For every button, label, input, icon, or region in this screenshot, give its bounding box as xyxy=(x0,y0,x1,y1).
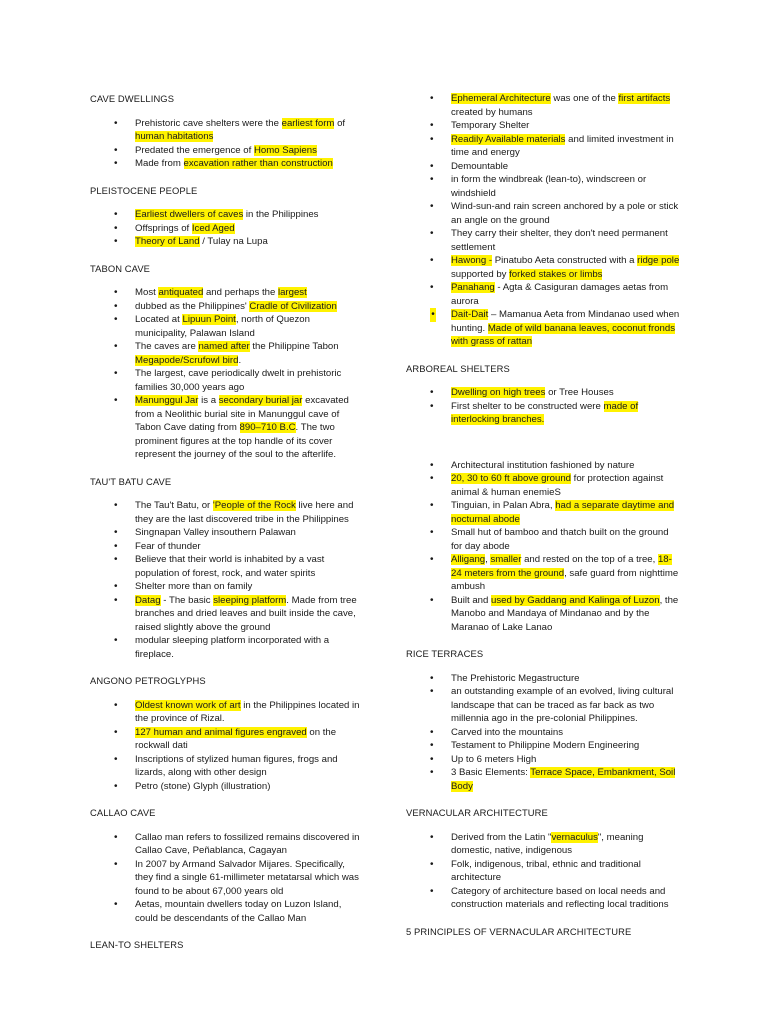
highlighted-text: Readily Available materials xyxy=(451,133,566,145)
tau-t-batu-cave-item xyxy=(90,580,362,594)
text-run: in the Philippines located in the province of Rizal. xyxy=(135,699,360,724)
arboreal-shelters-item xyxy=(406,594,680,635)
text-run: First shelter to be constructed were xyxy=(451,400,604,412)
text-run: Testament to Philippine Modern Engineering xyxy=(451,740,640,751)
section-heading: VERNACULAR ARCHITECTURE xyxy=(406,807,548,818)
highlighted-text: sleeping platform xyxy=(213,594,287,606)
highlighted-text: Dwelling on high trees xyxy=(451,387,546,398)
section-heading: PLEISTOCENE PEOPLE xyxy=(90,184,198,196)
text-run: Pinatubo Aeta constructed with a xyxy=(492,255,638,266)
highlighted-text: excavation rather than construction xyxy=(183,158,333,169)
arboreal-shelters-item xyxy=(406,459,680,473)
text-run: Callao man refers to fossilized remains discovered in Callao Cave, Peñablanca, Cagayan xyxy=(135,831,360,856)
highlighted-text: Cradle of Civilization xyxy=(249,300,337,312)
highlighted-text: Manunggul Jar xyxy=(135,395,199,406)
continued-section-item xyxy=(406,200,680,227)
highlighted-text: 20, 30 to 60 ft above ground xyxy=(451,473,572,484)
highlighted-text: had a separate daytime and nocturnal abode xyxy=(451,500,675,525)
text-run: Demountable xyxy=(451,160,509,172)
section-heading: ANGONO PETROGLYPHS xyxy=(90,675,206,686)
callao-cave-item xyxy=(90,898,362,925)
section-arboreal-shelters xyxy=(406,362,680,635)
highlighted-text: Ephemeral Architecture xyxy=(451,93,551,104)
text-run: Small hut of bamboo and thatch built on the ground for day abode xyxy=(451,527,669,552)
bullet-list xyxy=(406,92,680,349)
tau-t-batu-cave-item xyxy=(90,553,362,580)
continued-section-item xyxy=(406,173,680,200)
section-tau-t-batu-cave xyxy=(90,475,362,662)
text-run: Made from xyxy=(135,158,184,169)
highlighted-text: forked stakes or limbs xyxy=(509,268,603,280)
cave-dwellings-item xyxy=(90,117,362,144)
highlighted-text: Hawong - xyxy=(451,255,493,266)
highlighted-text: made of interlocking branches. xyxy=(451,400,639,425)
angono-petroglyphs-item xyxy=(90,753,362,780)
rice-terraces-item xyxy=(406,753,680,767)
arboreal-shelters-item xyxy=(406,499,680,526)
text-run: Believe that their world is inhabited by a vast population of forest, rock, and water spirits xyxy=(135,554,325,579)
text-run: 3 Basic Elements: xyxy=(451,767,531,778)
text-run: The Prehistoric Megastructure xyxy=(451,672,580,684)
text-run: Category of architecture based on local needs and construction materials and reflecting local traditions xyxy=(451,885,669,910)
section-heading: ARBOREAL SHELTERS xyxy=(406,362,510,374)
section-heading: CALLAO CAVE xyxy=(90,807,156,818)
text-run: - Agta & Casiguran damages aetas from aurora xyxy=(451,282,669,307)
continued-section-item xyxy=(406,227,680,254)
bullet-list xyxy=(406,386,680,427)
highlighted-text: Dait-Dait xyxy=(451,309,489,320)
highlighted-text: 'People of the Rock xyxy=(212,500,296,511)
pleistocene-people-item xyxy=(90,208,362,222)
highlighted-text: Earliest dwellers of caves xyxy=(135,209,244,220)
angono-petroglyphs-item xyxy=(90,699,362,726)
highlighted-text: Theory of Land xyxy=(135,236,200,247)
highlighted-text: Lipuun Point xyxy=(182,314,236,325)
vernacular-architecture-item xyxy=(406,885,680,912)
section-heading: 5 PRINCIPLES OF VERNACULAR ARCHITECTURE xyxy=(406,925,632,937)
text-run: created by humans xyxy=(451,106,533,118)
text-run: , north of Quezon municipality, Palawan Island xyxy=(135,314,310,339)
continued-section-item xyxy=(406,133,680,160)
text-run: Prehistoric cave shelters were the xyxy=(135,117,282,129)
section-callao-cave xyxy=(90,806,362,925)
highlighted-text: Homo Sapiens xyxy=(253,144,317,156)
highlighted-text: 127 human and animal figures engraved xyxy=(135,726,307,738)
text-run: in form the windbreak (lean-to), windscreen or windshield xyxy=(451,174,647,199)
text-run: Aetas, mountain dwellers today on Luzon Island, could be descendants of the Callao Man xyxy=(135,899,342,924)
highlighted-text: Megapode/Scrufowl bird xyxy=(135,354,239,366)
highlighted-text: first artifacts xyxy=(618,93,671,104)
section-cave-dwellings xyxy=(90,92,362,171)
tabon-cave-item xyxy=(90,394,362,462)
section-heading: TAU'T BATU CAVE xyxy=(90,475,172,487)
left-column xyxy=(90,92,362,963)
bullet-list xyxy=(90,499,362,661)
rice-terraces-item xyxy=(406,726,680,740)
section-heading: TABON CAVE xyxy=(90,262,151,274)
highlighted-text: 890–710 B.C xyxy=(239,422,296,433)
tabon-cave-item xyxy=(90,340,362,367)
text-run: . xyxy=(238,354,242,366)
section-rice-terraces xyxy=(406,647,680,793)
text-run: Tinguian, in Palan Abra, xyxy=(451,500,556,511)
highlighted-text: Terrace Space, Embankment, Soil Body xyxy=(451,767,676,792)
text-run: and rested on the top of a tree, xyxy=(521,554,658,565)
section-continued-section xyxy=(406,92,680,349)
section-lean-to-shelters xyxy=(90,938,362,952)
text-run: Architectural institution fashioned by nature xyxy=(451,459,635,471)
text-run: in the Philippines xyxy=(243,209,319,220)
tau-t-batu-cave-item xyxy=(90,526,362,540)
text-run: was one of the xyxy=(550,93,619,104)
rice-terraces-item xyxy=(406,672,680,686)
cave-dwellings-item xyxy=(90,144,362,158)
arboreal-shelters-item xyxy=(406,526,680,553)
text-run: . Made from tree branches and dried leaves and built inside the cave, raised slightly above the ground xyxy=(135,594,357,633)
arboreal-shelters-item xyxy=(406,472,680,499)
arboreal-shelters-item xyxy=(406,400,680,427)
text-run: Built and xyxy=(451,594,492,606)
tabon-cave-item xyxy=(90,286,362,300)
text-run: Singnapan Valley insouthern Palawan xyxy=(135,527,296,538)
highlighted-text: 18-24 meters from the ground xyxy=(451,554,672,579)
section-heading: LEAN-TO SHELTERS xyxy=(90,939,184,950)
continued-section-item xyxy=(406,308,680,349)
highlighted-text: used by Gaddang and Kalinga of Luzon xyxy=(491,594,660,606)
highlighted-text: antiquated xyxy=(158,287,204,298)
text-run: Up to 6 meters High xyxy=(451,753,537,765)
text-run: of xyxy=(334,117,346,129)
text-run: Temporary Shelter xyxy=(451,120,530,131)
highlighted-text: largest xyxy=(277,287,307,298)
bullet-list xyxy=(90,208,362,249)
tau-t-batu-cave-item xyxy=(90,499,362,526)
text-run: supported by xyxy=(451,268,510,280)
section-angono-petroglyphs xyxy=(90,674,362,793)
text-run: In 2007 by Armand Salvador Mijares. Specifically, they find a single 61-millimeter metatarsal which was found to be about 67,000 years old xyxy=(135,858,359,897)
right-column xyxy=(406,92,680,949)
tabon-cave-item xyxy=(90,300,362,314)
text-run: . The two prominent figures at the top handle of its cover represent the journey of the soul to the afterlife. xyxy=(135,422,337,460)
text-run: Offsprings of xyxy=(135,222,192,234)
bullet-list xyxy=(406,672,680,794)
text-run: or Tree Houses xyxy=(545,387,614,398)
highlighted-text: smaller xyxy=(490,554,522,565)
text-run: on the rockwall dati xyxy=(135,726,337,751)
angono-petroglyphs-item xyxy=(90,726,362,753)
angono-petroglyphs-item xyxy=(90,780,362,794)
arboreal-shelters-item xyxy=(406,386,680,400)
text-run: - The basic xyxy=(160,594,214,606)
text-run: Derived from the Latin " xyxy=(451,831,552,843)
rice-terraces-item xyxy=(406,685,680,726)
text-run: Wind-sun-and rain screen anchored by a pole or stick an angle on the ground xyxy=(451,201,679,226)
continued-section-item xyxy=(406,160,680,174)
text-run: Inscriptions of stylized human figures, frogs and lizards, along with other design xyxy=(135,753,338,778)
text-run: Most xyxy=(135,287,159,298)
pleistocene-people-item xyxy=(90,222,362,236)
highlighted-text: Made of wild banana leaves, coconut fronds with grass of rattan xyxy=(451,322,676,347)
continued-section-item xyxy=(406,92,680,119)
callao-cave-item xyxy=(90,831,362,858)
cave-dwellings-item xyxy=(90,157,362,171)
text-run: Petro (stone) Glyph (illustration) xyxy=(135,780,271,792)
highlighted-text: named after xyxy=(198,341,250,352)
text-run: modular sleeping platform incorporated with a fireplace. xyxy=(135,635,330,660)
section-tabon-cave xyxy=(90,262,362,462)
tau-t-batu-cave-item xyxy=(90,540,362,554)
highlighted-text: Panahang xyxy=(451,282,495,293)
text-run: is a xyxy=(198,395,219,406)
text-run: The Tau't Batu, or xyxy=(135,500,213,511)
bullet-list xyxy=(90,699,362,794)
text-run: ", meaning domestic, native, indigenous xyxy=(451,831,644,856)
highlighted-text: ridge pole xyxy=(637,255,680,266)
text-run: Carved into the mountains xyxy=(451,726,563,738)
text-run: Folk, indigenous, tribal, ethnic and traditional architecture xyxy=(451,858,641,883)
text-run: for protection against animal & human enemieS xyxy=(451,473,664,498)
text-run: They carry their shelter, they don't need permanent settlement xyxy=(451,228,668,253)
text-run: excavated from a Neolithic burial site in Manunggul cave of Tabon Cave dating from xyxy=(135,395,349,433)
section-5-principles-of-vernacular-architecture xyxy=(406,925,680,939)
section-heading: RICE TERRACES xyxy=(406,648,484,659)
text-run: , xyxy=(485,554,491,565)
highlighted-text: Datag xyxy=(135,594,161,606)
section-vernacular-architecture xyxy=(406,806,680,912)
continued-section-item xyxy=(406,281,680,308)
highlighted-text: earliest form xyxy=(281,117,335,129)
text-run: the Philippine Tabon xyxy=(249,341,339,352)
text-run: Fear of thunder xyxy=(135,540,201,552)
section-heading: CAVE DWELLINGS xyxy=(90,93,175,104)
highlighted-text: secondary burial jar xyxy=(218,395,303,406)
text-run: The caves are xyxy=(135,341,199,352)
highlighted-text: vernaculus xyxy=(551,831,598,843)
text-run: and limited investment in time and energy xyxy=(451,133,674,158)
text-run: , the Manobo and Mandaya of Mindanao and by the Maranao of Lake Lanao xyxy=(451,594,679,633)
text-run: live here and they are the last discovered tribe in the Philippines xyxy=(135,500,354,525)
highlighted-text: Iced Aged xyxy=(191,222,235,234)
continued-section-item xyxy=(406,254,680,281)
arboreal-shelters-item xyxy=(406,553,680,594)
pleistocene-people-item xyxy=(90,235,362,249)
list-gap xyxy=(406,440,680,459)
tabon-cave-item xyxy=(90,313,362,340)
bullet-list xyxy=(90,286,362,462)
vernacular-architecture-item xyxy=(406,831,680,858)
continued-section-item xyxy=(406,119,680,133)
text-run: Predated the emergence of xyxy=(135,144,254,156)
text-run: , safe guard from nighttime ambush xyxy=(451,567,679,592)
tau-t-batu-cave-item xyxy=(90,634,362,661)
rice-terraces-item xyxy=(406,766,680,793)
rice-terraces-item xyxy=(406,739,680,753)
bullet-list xyxy=(406,831,680,912)
tabon-cave-item xyxy=(90,367,362,394)
text-run: Shelter more than on family xyxy=(135,581,253,592)
text-run: / Tulay na Lupa xyxy=(199,236,268,247)
section-pleistocene-people xyxy=(90,184,362,249)
text-run: – Mamanua Aeta from Mindanao used when hunting. xyxy=(451,309,680,334)
text-run: Located at xyxy=(135,314,183,325)
highlighted-text: Oldest known work of art xyxy=(135,699,241,711)
bullet-list xyxy=(406,459,680,635)
tau-t-batu-cave-item xyxy=(90,594,362,635)
callao-cave-item xyxy=(90,858,362,899)
text-run: The largest, cave periodically dwelt in prehistoric families 30,000 years ago xyxy=(135,368,342,393)
highlighted-text: human habitations xyxy=(135,131,214,142)
text-run: dubbed as the Philippines' xyxy=(135,300,250,312)
highlighted-text: Alligang xyxy=(451,554,486,565)
vernacular-architecture-item xyxy=(406,858,680,885)
bullet-list xyxy=(90,117,362,171)
text-run: and perhaps the xyxy=(203,287,278,298)
text-run: an outstanding example of an evolved, living cultural landscape that can be traced as far back as two millennia ago in the pre-colonial Philippines. xyxy=(451,686,674,724)
bullet-list xyxy=(90,831,362,926)
